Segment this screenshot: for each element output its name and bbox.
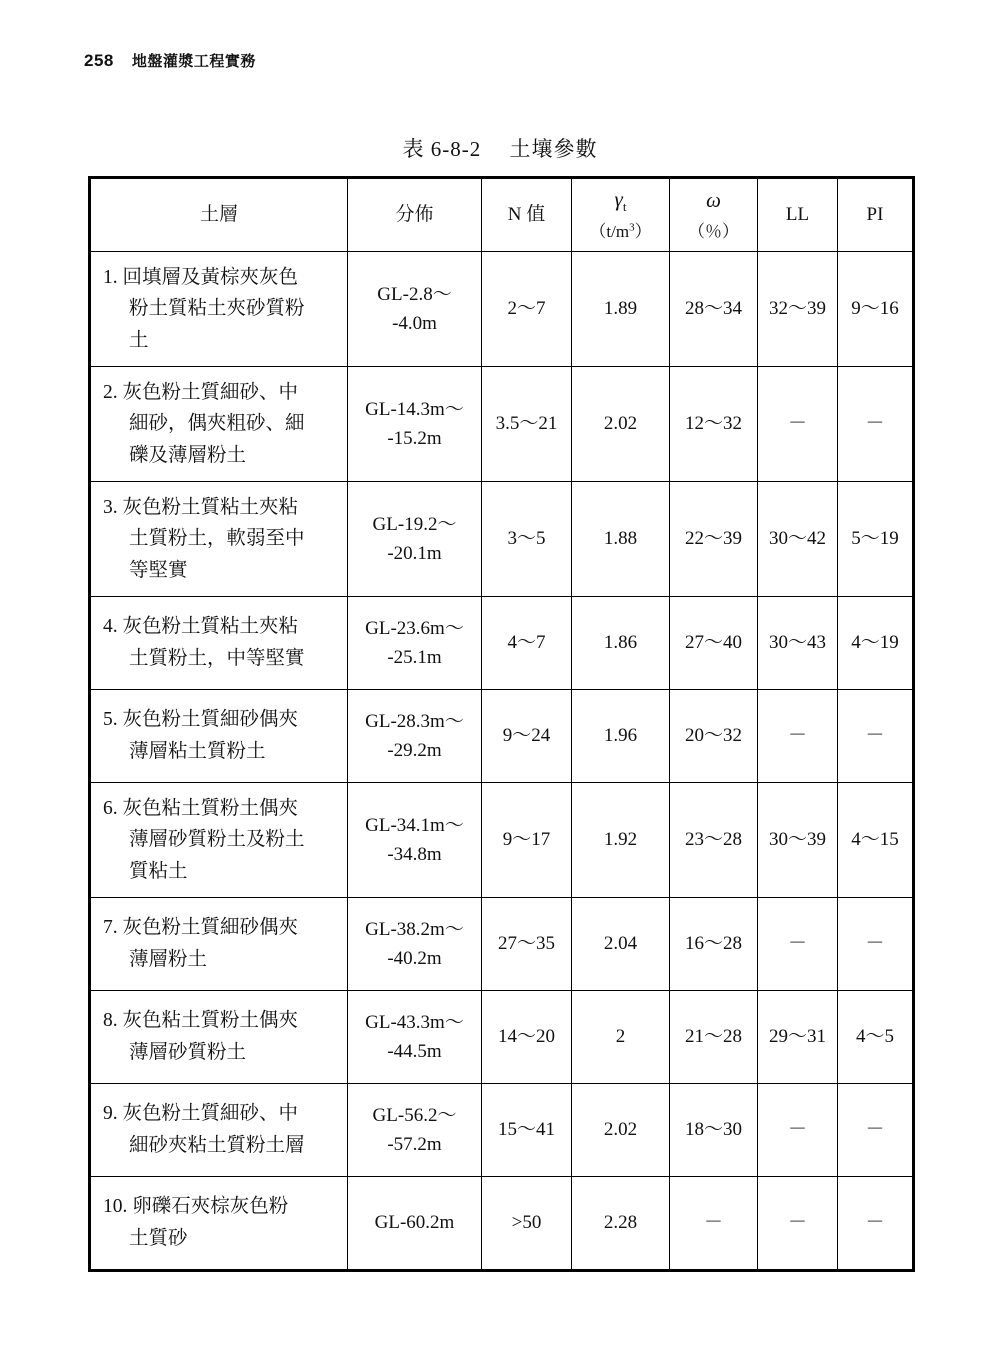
- table-row: [90, 783, 914, 898]
- layer-line: 細砂夾粘土質粉土層: [129, 1135, 305, 1156]
- cell-layer-description: [90, 482, 348, 597]
- gamma-subscript: t: [622, 199, 627, 215]
- cell-water-content: 28～34: [670, 252, 758, 367]
- layer-text: 回填層及黃棕夾灰色: [122, 266, 299, 288]
- layer-index: 1.: [103, 266, 118, 288]
- cell-layer-description: [90, 597, 348, 690]
- layer-text: 灰色粉土質細砂偶夾: [122, 917, 299, 939]
- cell-distribution: [348, 482, 482, 597]
- cell-ll: －: [758, 367, 838, 482]
- cell-layer-description: [90, 690, 348, 783]
- table-row: [90, 252, 914, 367]
- cell-water-content: 21～28: [670, 991, 758, 1084]
- table-caption-number: 表 6-8-2: [402, 137, 482, 161]
- layer-line: [103, 1005, 337, 1037]
- cell-distribution: [348, 783, 482, 898]
- layer-text: 灰色粉土質細砂、中: [122, 381, 299, 403]
- layer-line: [103, 492, 337, 524]
- cell-layer-description: [90, 1084, 348, 1177]
- cell-n-value: 4～7: [482, 597, 572, 690]
- cell-ll: －: [758, 1084, 838, 1177]
- cell-n-value: 2～7: [482, 252, 572, 367]
- cell-ll: 30～43: [758, 597, 838, 690]
- cell-n-value: 27～35: [482, 898, 572, 991]
- layer-line: [103, 704, 337, 736]
- layer-index: 5.: [103, 709, 118, 731]
- cell-pi: －: [838, 367, 914, 482]
- layer-text: 灰色粉土質細砂、中: [122, 1103, 299, 1125]
- layer-text: 灰色粘土質粉土偶夾: [122, 797, 299, 819]
- cell-n-value: 14～20: [482, 991, 572, 1084]
- table-row: [90, 690, 914, 783]
- cell-ll: －: [758, 690, 838, 783]
- dist-line: -4.0m: [392, 313, 437, 334]
- cell-unit-weight: 2.02: [572, 367, 670, 482]
- layer-index: 10.: [103, 1196, 128, 1218]
- cell-layer-description: [90, 898, 348, 991]
- column-header-unit-weight: [572, 178, 670, 252]
- column-header-distribution: 分佈: [348, 178, 482, 252]
- table-row: [90, 991, 914, 1084]
- cell-water-content: 27～40: [670, 597, 758, 690]
- layer-index: 3.: [103, 496, 118, 518]
- cell-unit-weight: 1.96: [572, 690, 670, 783]
- omega-unit: （％）: [688, 221, 739, 241]
- layer-line: [103, 793, 337, 825]
- cell-pi: 9～16: [838, 252, 914, 367]
- cell-pi: 5～19: [838, 482, 914, 597]
- cell-n-value: 9～24: [482, 690, 572, 783]
- cell-n-value: >50: [482, 1177, 572, 1271]
- cell-water-content: 22～39: [670, 482, 758, 597]
- layer-line: [103, 1098, 337, 1130]
- cell-ll: 30～42: [758, 482, 838, 597]
- layer-text: 卵礫石夾棕灰色粉: [132, 1196, 289, 1218]
- dist-line: GL-38.2m～: [365, 918, 464, 940]
- layer-line: 礫及薄層粉土: [129, 444, 247, 466]
- dist-line: -15.2m: [387, 428, 442, 449]
- cell-n-value: 3～5: [482, 482, 572, 597]
- soil-parameters-table-wrapper: [88, 176, 912, 1272]
- cell-distribution: [348, 597, 482, 690]
- layer-line: [103, 611, 337, 643]
- cell-n-value: 3.5～21: [482, 367, 572, 482]
- dist-line: -40.2m: [387, 948, 442, 969]
- cell-water-content: 18～30: [670, 1084, 758, 1177]
- cell-n-value: 9～17: [482, 783, 572, 898]
- cell-distribution: [348, 367, 482, 482]
- layer-index: 6.: [103, 797, 118, 819]
- cell-water-content: 20～32: [670, 690, 758, 783]
- layer-line: 質粘土: [129, 860, 188, 882]
- cell-pi: －: [838, 1177, 914, 1271]
- cell-n-value: 15～41: [482, 1084, 572, 1177]
- layer-index: 4.: [103, 616, 118, 638]
- dist-line: -34.8m: [387, 844, 442, 865]
- dist-line: GL-34.1m～: [365, 814, 464, 836]
- dist-line: GL-2.8～: [377, 283, 452, 305]
- layer-line: 薄層粉土: [129, 949, 208, 970]
- cell-layer-description: [90, 367, 348, 482]
- table-row: [90, 482, 914, 597]
- cell-unit-weight: 1.88: [572, 482, 670, 597]
- cell-unit-weight: 2: [572, 991, 670, 1084]
- dist-line: GL-23.6m～: [365, 617, 464, 639]
- dist-line: GL-19.2～: [372, 513, 457, 535]
- layer-index: 7.: [103, 917, 118, 939]
- cell-pi: 4～5: [838, 991, 914, 1084]
- cell-distribution: [348, 991, 482, 1084]
- cell-unit-weight: 2.04: [572, 898, 670, 991]
- cell-ll: 29～31: [758, 991, 838, 1084]
- column-header-layer: 土層: [90, 178, 348, 252]
- layer-index: 2.: [103, 381, 118, 403]
- table-row: [90, 597, 914, 690]
- cell-unit-weight: 1.86: [572, 597, 670, 690]
- table-row: [90, 367, 914, 482]
- cell-ll: －: [758, 898, 838, 991]
- running-header: [84, 50, 256, 71]
- omega-symbol: ω: [706, 188, 721, 212]
- dist-line: -57.2m: [387, 1134, 442, 1155]
- dist-line: GL-60.2m: [374, 1212, 455, 1234]
- layer-text: 灰色粉土質細砂偶夾: [122, 709, 299, 731]
- layer-line: 土質砂: [129, 1228, 188, 1249]
- table-header-row-group: [90, 178, 914, 252]
- layer-index: 8.: [103, 1010, 118, 1032]
- gamma-symbol: $\gamma_t$: [614, 187, 627, 215]
- soil-parameters-table: [88, 176, 915, 1272]
- cell-pi: －: [838, 898, 914, 991]
- gamma-unit: $(t/m^3)$: [589, 221, 652, 242]
- cell-layer-description: [90, 1177, 348, 1271]
- table-caption-title: 土壤參數: [509, 137, 598, 161]
- layer-line: 土質粉土，軟弱至中: [129, 528, 305, 550]
- book-title: 地盤灌漿工程實務: [131, 52, 256, 70]
- layer-index: 9.: [103, 1103, 118, 1125]
- layer-line: 等堅實: [129, 559, 188, 581]
- layer-line: 薄層砂質粉土: [129, 1042, 247, 1063]
- cell-distribution: [348, 690, 482, 783]
- layer-line: 粉土質粘土夾砂質粉: [129, 298, 305, 320]
- layer-text: 灰色粉土質粘土夾粘: [122, 616, 299, 638]
- cell-distribution: [348, 1084, 482, 1177]
- cell-layer-description: [90, 783, 348, 898]
- table-row: [90, 1177, 914, 1271]
- cell-pi: －: [838, 690, 914, 783]
- dist-line: GL-56.2～: [372, 1104, 457, 1126]
- dist-line: -25.1m: [387, 647, 442, 668]
- page-number: 258: [84, 51, 114, 70]
- layer-line: 薄層粘土質粉土: [129, 741, 266, 762]
- layer-line: [103, 262, 337, 294]
- layer-text: 灰色粘土質粉土偶夾: [122, 1010, 299, 1032]
- dist-line: -29.2m: [387, 740, 442, 761]
- layer-line: [103, 912, 337, 944]
- cell-ll: 32～39: [758, 252, 838, 367]
- cell-unit-weight: 2.28: [572, 1177, 670, 1271]
- table-caption: [0, 133, 1000, 163]
- layer-line: 土: [129, 329, 149, 351]
- cell-distribution: [348, 252, 482, 367]
- cell-unit-weight: 2.02: [572, 1084, 670, 1177]
- column-header-water-content: [670, 178, 758, 252]
- cell-layer-description: [90, 991, 348, 1084]
- layer-line: [103, 377, 337, 409]
- cell-water-content: 16～28: [670, 898, 758, 991]
- cell-unit-weight: 1.89: [572, 252, 670, 367]
- cell-unit-weight: 1.92: [572, 783, 670, 898]
- cell-ll: －: [758, 1177, 838, 1271]
- cell-water-content: 12～32: [670, 367, 758, 482]
- cell-distribution: [348, 898, 482, 991]
- layer-text: 灰色粉土質粘土夾粘: [122, 496, 299, 518]
- table-row: [90, 1084, 914, 1177]
- cell-pi: 4～19: [838, 597, 914, 690]
- cell-pi: －: [838, 1084, 914, 1177]
- table-body: [90, 252, 914, 1271]
- layer-line: 薄層砂質粉土及粉土: [129, 829, 305, 851]
- layer-line: 土質粉土，中等堅實: [129, 648, 305, 669]
- cell-water-content: －: [670, 1177, 758, 1271]
- layer-line: 細砂，偶夾粗砂、細: [129, 413, 305, 435]
- dist-line: GL-14.3m～: [365, 398, 464, 420]
- dist-line: -44.5m: [387, 1041, 442, 1062]
- dist-line: -20.1m: [387, 543, 442, 564]
- cell-distribution: [348, 1177, 482, 1271]
- cell-ll: 30～39: [758, 783, 838, 898]
- table-header-row: [90, 178, 914, 252]
- table-row: [90, 898, 914, 991]
- cell-pi: 4～15: [838, 783, 914, 898]
- column-header-pi: PI: [838, 178, 914, 252]
- cell-layer-description: [90, 252, 348, 367]
- layer-line: [103, 1191, 337, 1223]
- column-header-n-value: N 值: [482, 178, 572, 252]
- column-header-ll: LL: [758, 178, 838, 252]
- dist-line: GL-28.3m～: [365, 710, 464, 732]
- dist-line: GL-43.3m～: [365, 1011, 464, 1033]
- cell-water-content: 23～28: [670, 783, 758, 898]
